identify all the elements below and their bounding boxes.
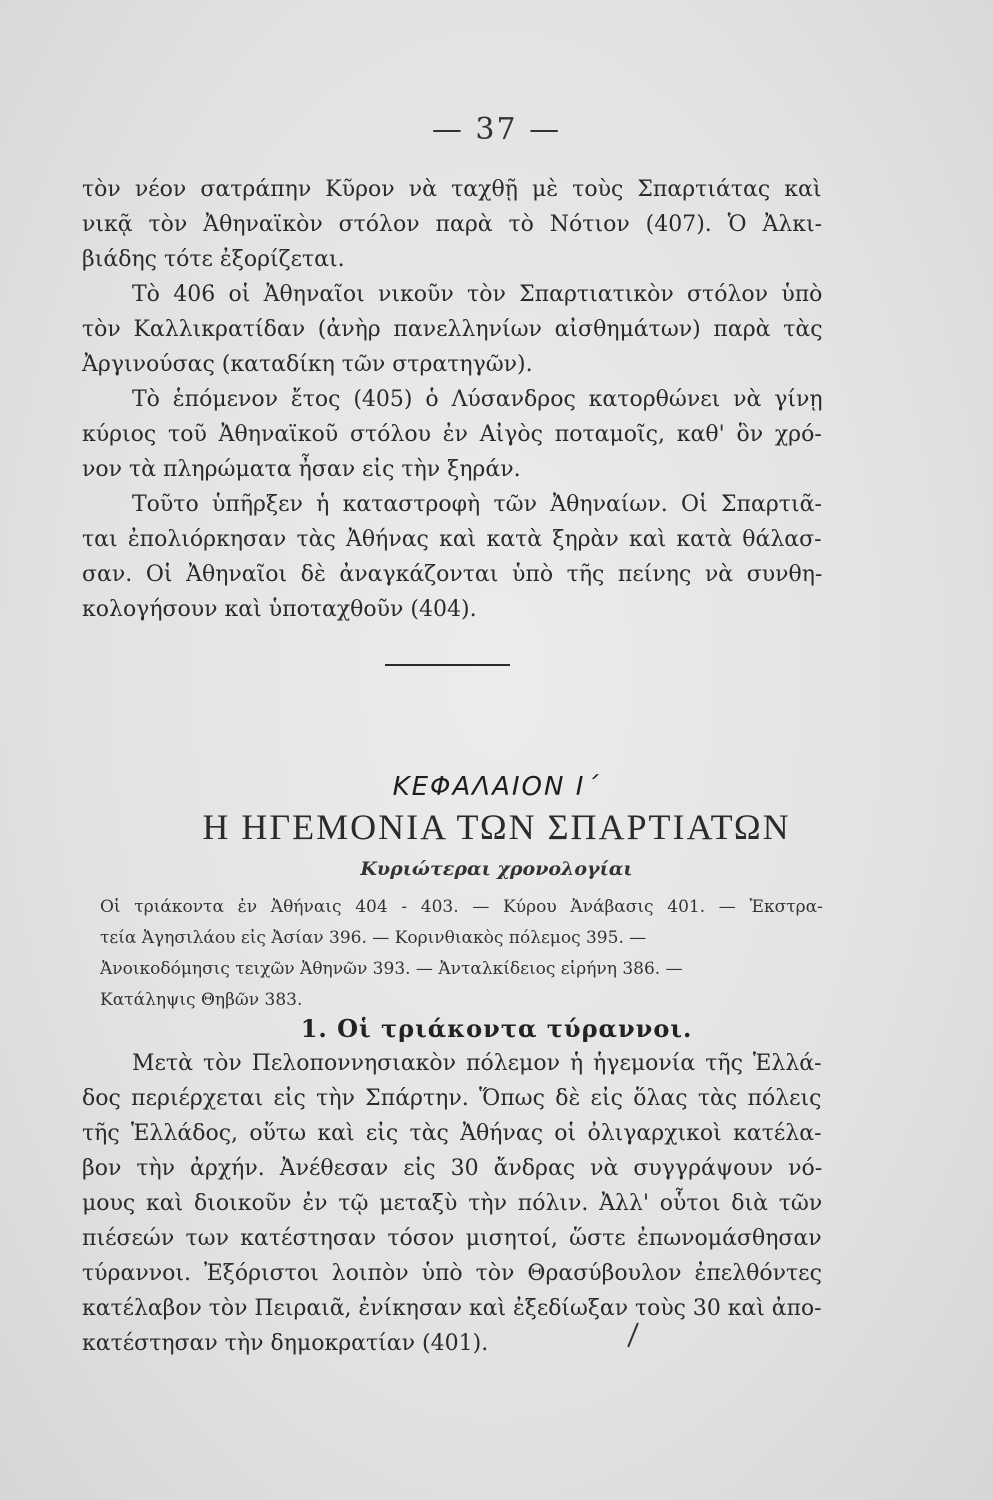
page-number: — 37 — — [431, 112, 562, 147]
section-divider — [385, 664, 510, 666]
text-line: τύραννοι. Ἐξόριστοι λοιπὸν ὑπὸ τὸν Θρασύβουλον ἐπελθόντες — [82, 1261, 822, 1286]
text-line: κύριος τοῦ Ἀθηναϊκοῦ στόλου ἐν Αἰγὸς ποταμοῖς, καθ' ὃν χρό- — [82, 422, 822, 447]
text-line: κολογήσουν καὶ ὑποταχθοῦν (404). — [82, 597, 477, 622]
top-paragraphs — [82, 172, 822, 627]
text-line: τῆς Ἑλλάδος, οὕτω καὶ εἰς τὰς Ἀθήνας οἱ ὀλιγαρχικοὶ κατέλα- — [82, 1121, 822, 1146]
chronology-line: Κατάληψις Θηβῶν 383. — [100, 990, 303, 1010]
text-line: βον τὴν ἀρχήν. Ἀνέθεσαν εἰς 30 ἄνδρας νὰ συγγράψουν νό- — [82, 1156, 823, 1181]
text-line: Τὸ ἑπόμενον ἔτος (405) ὁ Λύσανδρος κατορθώνει νὰ γίνῃ — [132, 387, 823, 412]
text-line: τὸν Καλλικρατίδαν (ἀνὴρ πανελληνίων αἰσθημάτων) παρὰ τὰς — [82, 317, 823, 342]
section-heading: 1. Οἱ τριάκοντα τύραννοι. — [300, 1014, 693, 1043]
text-line: κατέστησαν τὴν δημοκρατίαν (401). — [82, 1331, 489, 1356]
chronology-line: Ἀνοικοδόμησις τειχῶν Ἀθηνῶν 393. — Ἀνταλκίδειος εἰρήνη 386. — — [100, 959, 683, 979]
chronology-subheading: Κυριώτεραι χρονολογίαι — [360, 858, 633, 880]
chronology-line: τεία Ἀγησιλάου εἰς Ἀσίαν 396. — Κορινθιακὸς πόλεμος 395. — — [100, 928, 647, 948]
text-line: κατέλαβον τὸν Πειραιᾶ, ἐνίκησαν καὶ ἐξεδίωξαν τοὺς 30 καὶ ἀπο- — [82, 1296, 822, 1321]
chapter-label: ΚΕΦΑΛΑΙΟΝ Ι΄ — [392, 772, 601, 802]
bottom-paragraphs — [82, 1046, 822, 1361]
text-line: Μετὰ τὸν Πελοποννησιακὸν πόλεμον ἡ ἡγεμονία τῆς Ἑλλά- — [132, 1051, 822, 1076]
text-line: σαν. Οἱ Ἀθηναῖοι δὲ ἀναγκάζονται ὑπὸ τῆς πείνης νὰ συνθη- — [82, 562, 823, 587]
chronology-list — [100, 892, 822, 1016]
text-line: ται ἐπολιόρκησαν τὰς Ἀθήνας καὶ κατὰ ξηρὰν καὶ κατὰ θάλασ- — [82, 527, 822, 552]
text-line: τὸν νέον σατράπην Κῦρον νὰ ταχθῇ μὲ τοὺς Σπαρτιάτας καὶ — [82, 177, 822, 202]
text-line: δος περιέρχεται εἰς τὴν Σπάρτην. Ὅπως δὲ εἰς ὅλας τὰς πόλεις — [82, 1086, 822, 1111]
chronology-line: Οἱ τριάκοντα ἐν Ἀθήναις 404 - 403. — Κύρου Ἀνάβασις 401. — Ἐκστρα- — [100, 897, 823, 917]
text-line: Τὸ 406 οἱ Ἀθηναῖοι νικοῦν τὸν Σπαρτιατικὸν στόλον ὑπὸ — [132, 282, 823, 307]
text-line: νικᾷ τὸν Ἀθηναϊκὸν στόλον παρὰ τὸ Νότιον (407). Ὁ Ἀλκι- — [82, 212, 823, 237]
chapter-title: Η ΗΓΕΜΟΝΙΑ ΤΩΝ ΣΠΑΡΤΙΑΤΩΝ — [202, 807, 791, 847]
text-line: μους καὶ διοικοῦν ἐν τῷ μεταξὺ τὴν πόλιν. Ἀλλ' οὗτοι διὰ τῶν — [82, 1191, 823, 1216]
text-line: Τοῦτο ὑπῆρξεν ἡ καταστροφὴ τῶν Ἀθηναίων. Οἱ Σπαρτιᾶ- — [132, 492, 822, 517]
text-line: βιάδης τότε ἐξορίζεται. — [82, 247, 345, 272]
text-line: νον τὰ πληρώματα ἦσαν εἰς τὴν ξηράν. — [82, 457, 521, 482]
text-line: Ἀργινούσας (καταδίκη τῶν στρατηγῶν). — [82, 352, 533, 377]
text-line: πιέσεών των κατέστησαν τόσον μισητοί, ὥστε ἐπωνομάσθησαν — [82, 1226, 822, 1251]
